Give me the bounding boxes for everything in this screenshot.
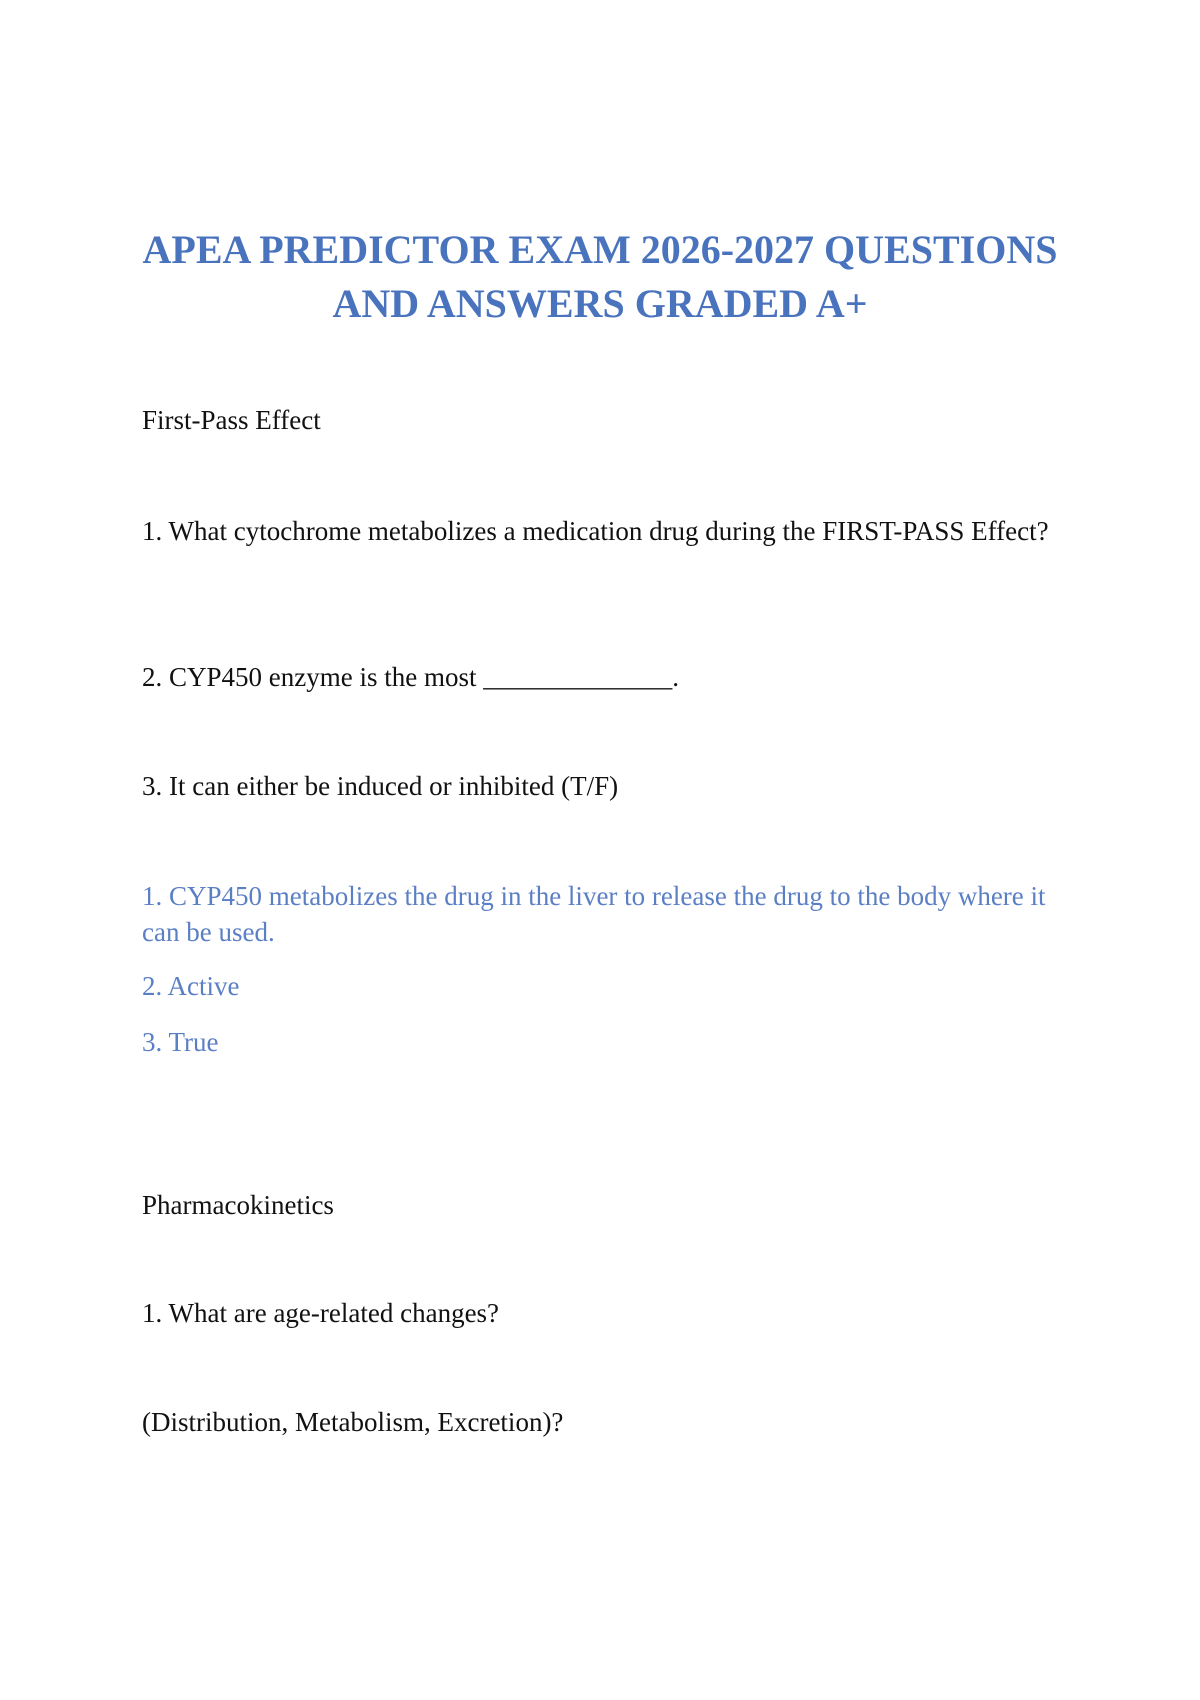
- answer-first-pass-3: 3. True: [142, 1027, 219, 1057]
- question-first-pass-1: 1. What cytochrome metabolizes a medication drug during the FIRST-PASS Effect?: [142, 516, 1049, 546]
- question-first-pass-3: 3. It can either be induced or inhibited (T/F): [142, 771, 619, 801]
- section-heading-pharmacokinetics: Pharmacokinetics: [142, 1190, 334, 1220]
- answer-first-pass-1: 1. CYP450 metabolizes the drug in the liver to release the drug to the body where it can be used.: [142, 881, 1046, 947]
- answer-first-pass-2: 2. Active: [142, 971, 240, 1001]
- document-title: APEA PREDICTOR EXAM 2026-2027 QUESTIONS AND ANSWERS GRADED A+: [142, 227, 1058, 326]
- question-pharmacokinetics-1: 1. What are age-related changes?: [142, 1298, 500, 1328]
- question-first-pass-2: 2. CYP450 enzyme is the most ______________.: [142, 662, 679, 692]
- question-pharmacokinetics-2: (Distribution, Metabolism, Excretion)?: [142, 1407, 564, 1437]
- section-heading-first-pass-effect: First-Pass Effect: [142, 405, 321, 435]
